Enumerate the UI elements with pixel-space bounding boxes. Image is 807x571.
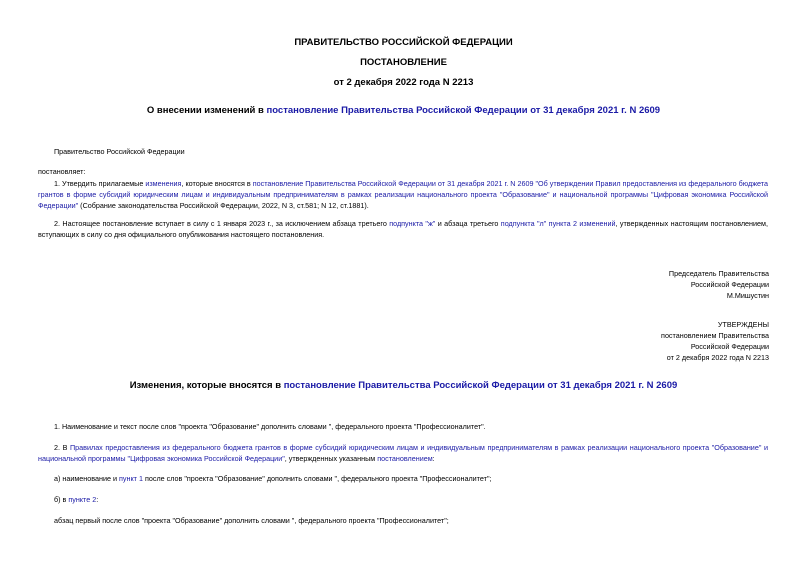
preamble-subject: Правительство Российской Федерации (54, 147, 185, 156)
p1-text-a: 1. Утвердить прилагаемые (54, 179, 146, 188)
c2-link-rules[interactable]: Правилах предоставления из федерального бюджета грантов в форме субсидий юридическим лицам и индивидуальным предпринимателям в рамках реализации национального проекта "Образование" и национальной программы "Цифровая экономика Российской Федерации" (38, 443, 768, 463)
approved-by: постановлением Правительства (661, 331, 769, 340)
p1-link-resolution[interactable]: постановление Правительства Российской Федерации от 31 декабря 2021 г. N 2609 "Об утверждении Правил предоставления из федерального бюджета грантов в форме субсидий юридическим лицам и индивидуальным предпринимателям в рамках реализации национального проекта "Образование" и национальной программы "Цифровая экономика Российской Федерации" (38, 179, 768, 210)
c2b-text-a: б) в (54, 495, 69, 504)
date-number-heading: от 2 декабря 2022 года N 2213 (333, 77, 474, 88)
changes-title (0, 380, 807, 391)
p2-link-subparagraph-l[interactable]: подпункта "л" пункта 2 изменений (500, 219, 616, 228)
approved-block (661, 319, 769, 363)
approved-date: от 2 декабря 2022 года N 2213 (666, 353, 769, 362)
p2-text-c: , утвержденных настоящим постановлением, вступающих в силу со дня официального опубликования настоящего постановления. (38, 219, 768, 239)
signature-position: Председатель Правительства (668, 269, 769, 278)
change-2 (38, 442, 768, 464)
c2a-text-b: после слов "проекта "Образование" дополнить словами ", федерального проекта "Профессионалитет"; (142, 474, 492, 483)
c2b-link-point-2[interactable]: пункте 2 (68, 495, 97, 504)
c2-text-b: , утвержденных указанным (284, 454, 378, 463)
preamble-decides: постановляет: (38, 167, 86, 176)
changes-title-link[interactable]: постановление Правительства Российской Федерации от 31 декабря 2021 г. N 2609 (283, 380, 678, 391)
signature-name: М.Мишустин (726, 291, 769, 300)
paragraph-2 (38, 218, 768, 240)
p2-link-subparagraph-zh[interactable]: подпункта "ж" (389, 219, 436, 228)
p1-text-b: , которые вносятся в (181, 179, 253, 188)
c2a-link-point-1[interactable]: пункт 1 (119, 474, 143, 483)
change-2a (38, 473, 768, 484)
c2a-text-a: а) наименование и (54, 474, 119, 483)
c2b-text-b: : (96, 495, 99, 504)
change-1: 1. Наименование и текст после слов "проекта "Образование" дополнить словами ", федерального проекта "Профессионалитет". (54, 422, 486, 431)
p1-text-c: (Собрание законодательства Российской Федерации, 2022, N 3, ст.581; N 12, ст.1881). (78, 201, 369, 210)
government-heading: ПРАВИТЕЛЬСТВО РОССИЙСКОЙ ФЕДЕРАЦИИ (294, 37, 513, 48)
signature-block (669, 268, 769, 301)
change-2b (38, 494, 768, 505)
changes-title-prefix: Изменения, которые вносятся в (129, 380, 284, 391)
c2-text-a: 2. В (54, 443, 70, 452)
c2-link-resolution[interactable]: постановлением (377, 454, 433, 463)
signature-country: Российской Федерации (690, 280, 769, 289)
c2-text-c: : (432, 454, 435, 463)
p2-text-b: и абзаца третьего (435, 219, 501, 228)
title-link[interactable]: постановление Правительства Российской Федерации от 31 декабря 2021 г. N 2609 (266, 105, 661, 116)
change-2b-paragraph-1: абзац первый после слов "проекта "Образование" дополнить словами ", федерального проекта "Профессионалитет"; (54, 516, 449, 525)
p1-link-changes[interactable]: изменения (145, 179, 182, 188)
paragraph-1 (38, 178, 768, 211)
p2-text-a: 2. Настоящее постановление вступает в силу с 1 января 2023 г., за исключением абзаца третьего (54, 219, 390, 228)
title-prefix: О внесении изменений в (146, 105, 267, 116)
approved-title: УТВЕРЖДЕНЫ (717, 320, 769, 329)
document-type-heading: ПОСТАНОВЛЕНИЕ (360, 57, 447, 68)
document-title (0, 105, 807, 116)
approved-country: Российской Федерации (690, 342, 769, 351)
